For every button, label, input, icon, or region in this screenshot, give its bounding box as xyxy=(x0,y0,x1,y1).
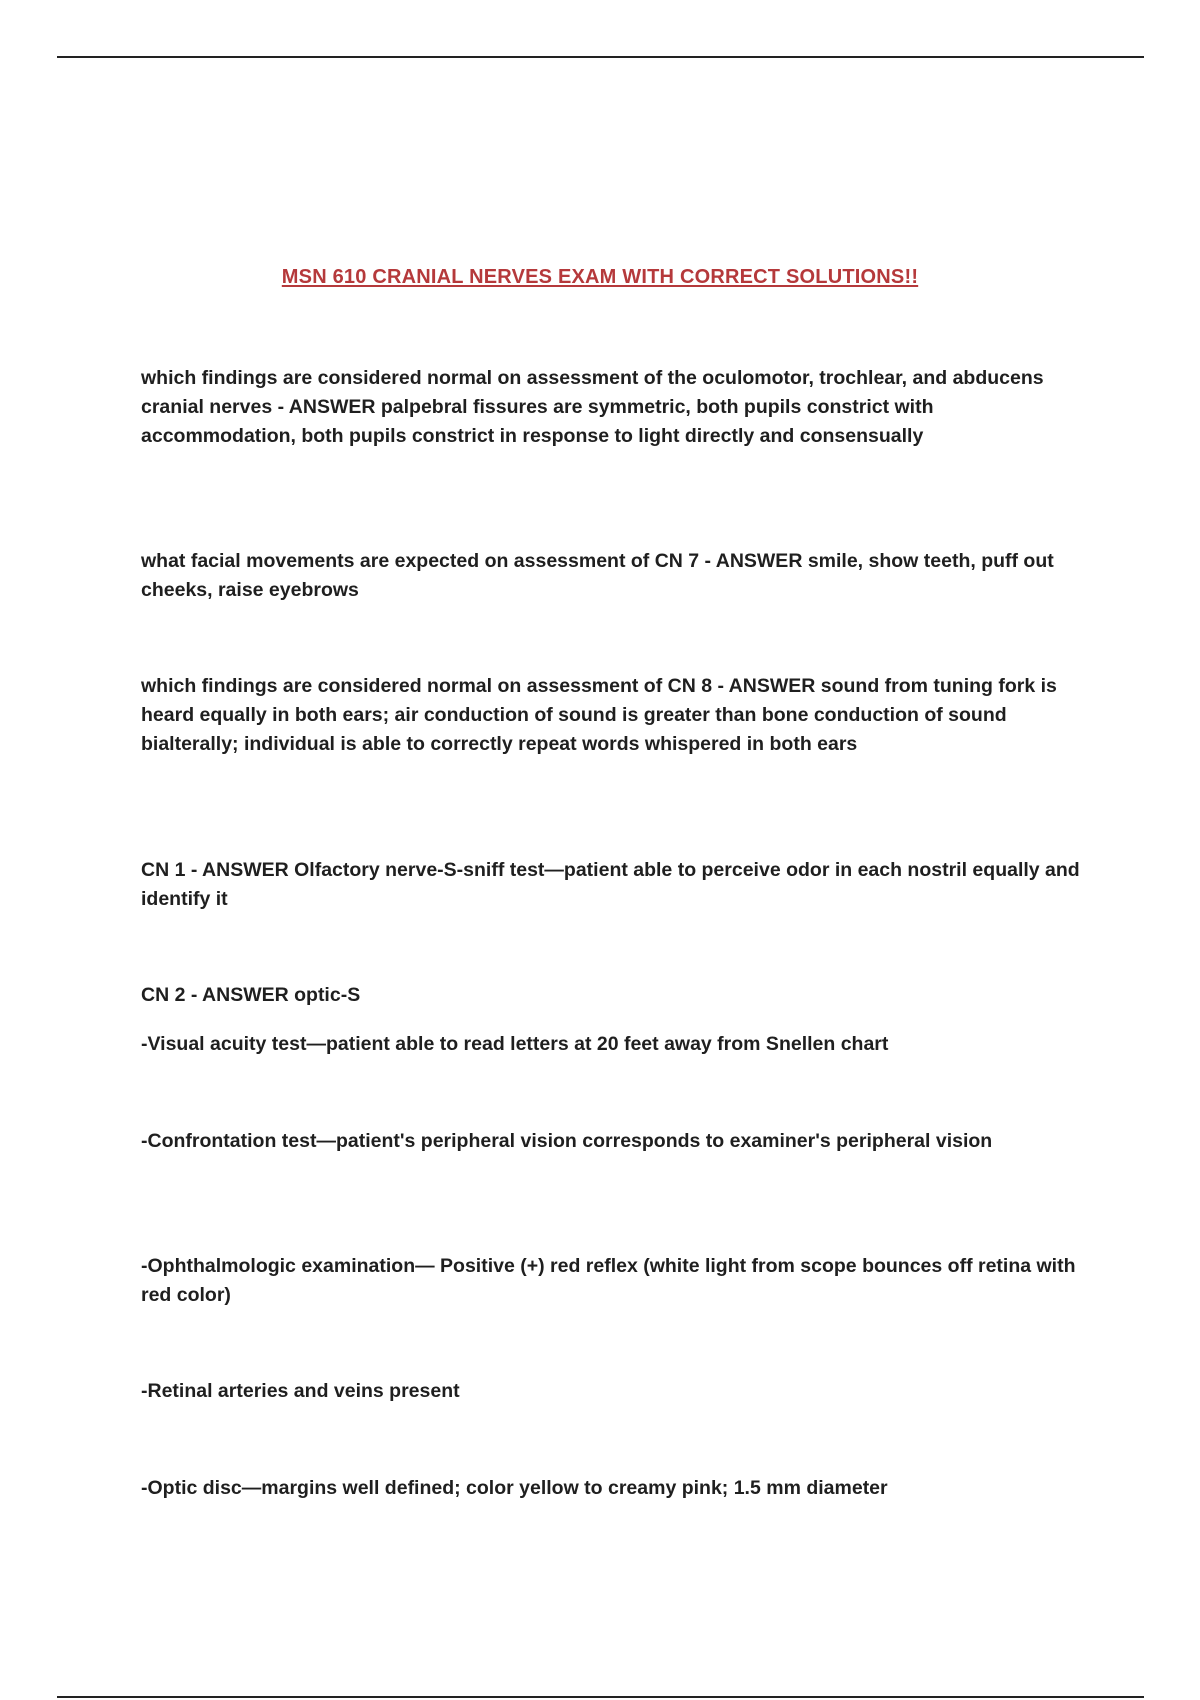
top-rule xyxy=(57,56,1144,58)
paragraph-cn1: CN 1 - ANSWER Olfactory nerve-S-sniff test—patient able to perceive odor in each nostril equally and identify it xyxy=(141,859,1080,910)
paragraph-optic-disc: -Optic disc—margins well defined; color yellow to creamy pink; 1.5 mm diameter xyxy=(141,1477,888,1499)
bottom-rule xyxy=(57,1696,1144,1698)
paragraph-confrontation: -Confrontation test—patient's peripheral vision corresponds to examiner's peripheral vision xyxy=(141,1130,993,1152)
paragraph-ophthalmologic: -Ophthalmologic examination— Positive (+) red reflex (white light from scope bounces off retina with red color) xyxy=(141,1255,1076,1306)
paragraph-oculomotor: which findings are considered normal on assessment of the oculomotor, trochlear, and abducens cranial nerves - ANSWER palpebral fissures are symmetric, both pupils constrict with accommodation, both pupils constrict in response to light directly and consensually xyxy=(141,367,1044,447)
paragraph-visual-acuity: -Visual acuity test—patient able to read letters at 20 feet away from Snellen chart xyxy=(141,1033,889,1055)
paragraph-cn2: CN 2 - ANSWER optic-S xyxy=(141,984,361,1006)
paragraph-retinal: -Retinal arteries and veins present xyxy=(141,1380,460,1402)
paragraph-cn7: what facial movements are expected on assessment of CN 7 - ANSWER smile, show teeth, puff out cheeks, raise eyebrows xyxy=(141,550,1054,601)
paragraph-cn8: which findings are considered normal on assessment of CN 8 - ANSWER sound from tuning fork is heard equally in both ears; air conduction of sound is greater than bone conduction of sound bialterally; individual is able to correctly repeat words whispered in both ears xyxy=(141,675,1057,755)
document-title: MSN 610 CRANIAL NERVES EXAM WITH CORRECT SOLUTIONS!! xyxy=(281,266,919,288)
